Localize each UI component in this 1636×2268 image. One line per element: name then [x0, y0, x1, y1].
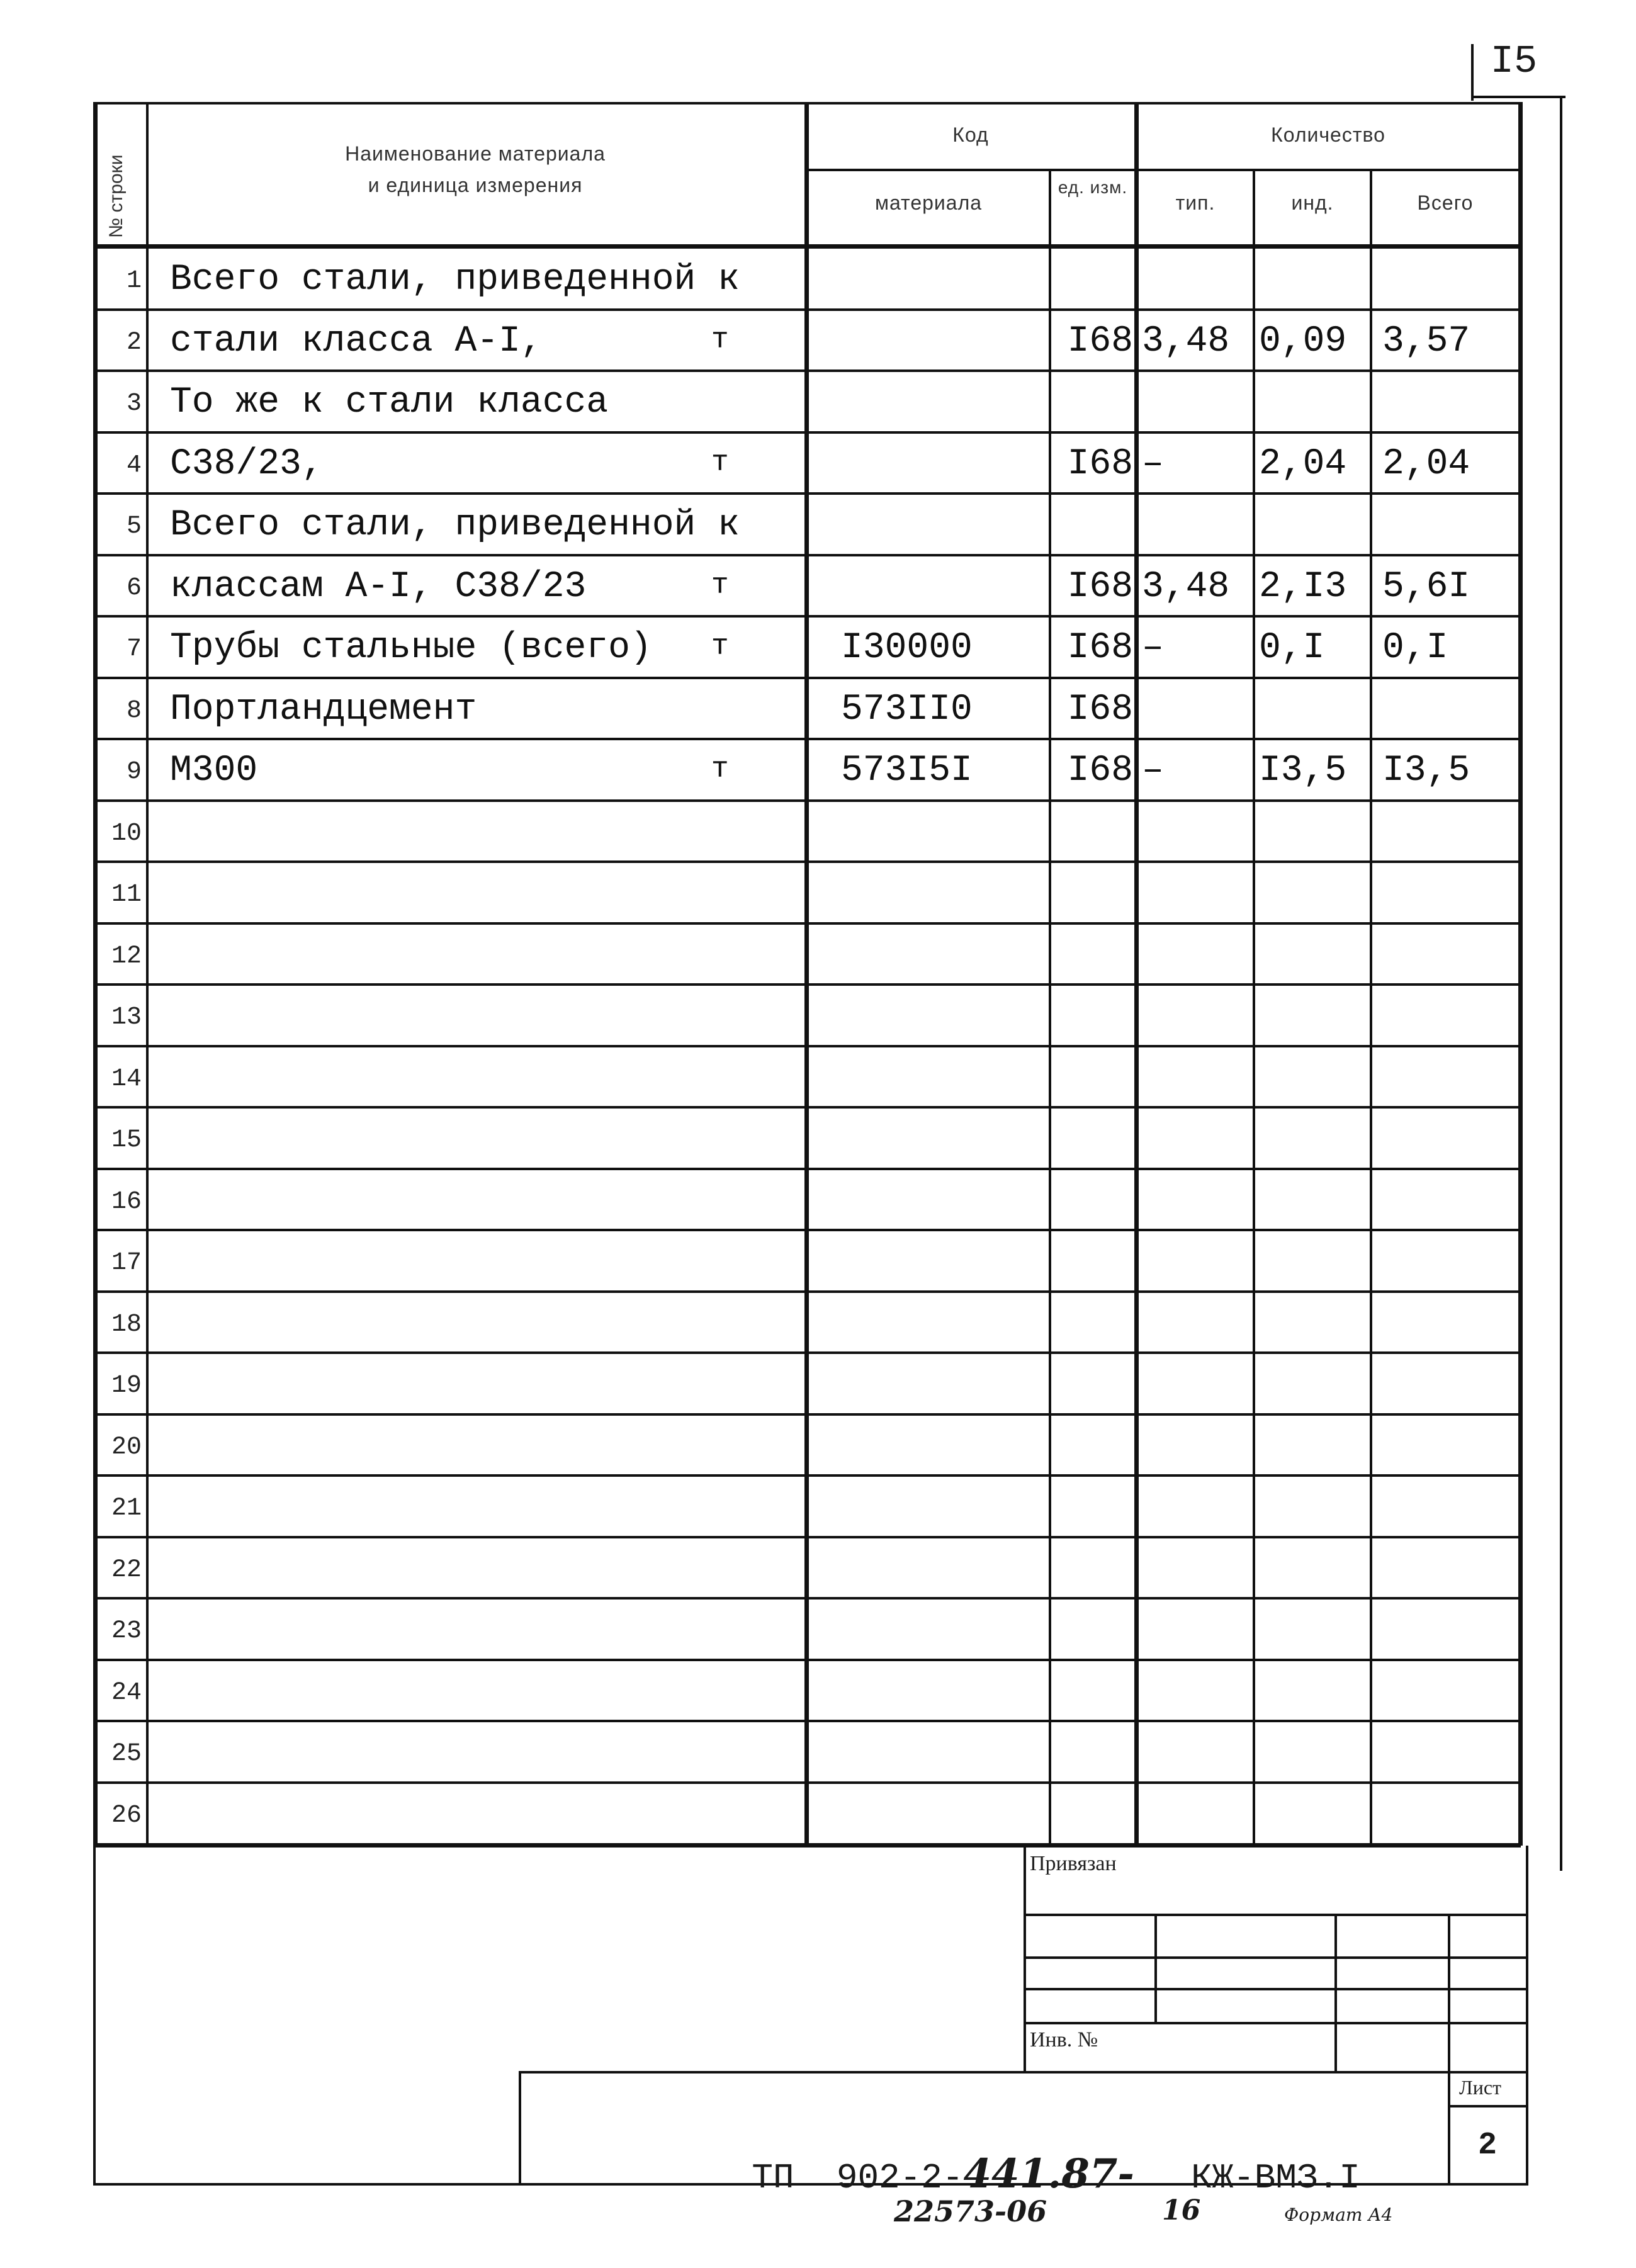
table-row [96, 1292, 1520, 1353]
row-number: 4 [126, 451, 142, 480]
row-unit: т [711, 323, 729, 356]
attached-col-2 [1334, 1914, 1337, 2071]
title-row-left [519, 2071, 521, 2186]
row-number: 23 [111, 1617, 142, 1645]
row-number: 25 [111, 1740, 142, 1768]
copy-number: 16 [1162, 2194, 1201, 2226]
page-number-divider [1471, 44, 1474, 101]
row-number: 5 [126, 512, 142, 541]
row-number: 2 [126, 328, 142, 357]
row-typ: 3,48 [1142, 566, 1230, 607]
attached-col-1 [1154, 1914, 1157, 2022]
row-number: 8 [126, 696, 142, 725]
row-name: То же к стали класса [170, 382, 609, 423]
row-number: 19 [111, 1372, 142, 1400]
table-row [96, 1783, 1520, 1844]
title-row-top [519, 2071, 1527, 2073]
row-code: 573II0 [841, 689, 973, 730]
sheet-number: 2 [1477, 2128, 1497, 2164]
header-code-material: материала [874, 191, 983, 214]
row-number: 6 [126, 573, 142, 602]
header-quantity: Количество [1271, 123, 1385, 146]
header-code: Код [952, 123, 989, 146]
row-total: 2,04 [1382, 443, 1470, 485]
attached-row-4 [1024, 2022, 1527, 2024]
row-ind: 2,04 [1259, 443, 1347, 485]
row-ed: I68 [1067, 443, 1133, 485]
table-row [96, 1475, 1520, 1537]
header-row-number: № строки [106, 154, 127, 238]
row-number: 16 [111, 1187, 142, 1216]
row-ind: I3,5 [1259, 750, 1347, 791]
row-number: 9 [126, 758, 142, 786]
designation-prefix: ТП 902-2- [752, 2158, 964, 2198]
sheet-label: Лист [1459, 2076, 1502, 2099]
header-name-line2: и единица измерения [368, 174, 583, 196]
row-name: Трубы стальные (всего) [170, 628, 652, 669]
row-number: 18 [111, 1310, 142, 1339]
table-bottom-border [93, 1843, 1521, 1848]
row-name: классам А-I, С38/23 [170, 566, 587, 607]
row-total: 3,57 [1382, 320, 1470, 362]
row-name: стали класса А-I, [170, 320, 543, 362]
row-number: 14 [111, 1064, 142, 1093]
row-number: 12 [111, 942, 142, 971]
row-number: 26 [111, 1801, 142, 1830]
row-unit: т [711, 446, 729, 479]
row-name: Всего стали, приведенной к [170, 259, 740, 300]
order-number: 22573-06 [894, 2194, 1047, 2228]
table-row [96, 923, 1520, 985]
designation-handwritten: 441.87- [963, 2150, 1134, 2197]
row-ed: I68 [1067, 566, 1133, 607]
row-number: 15 [111, 1126, 142, 1154]
row-ed: I68 [1067, 750, 1133, 791]
row-ind: 0,I [1259, 628, 1325, 669]
row-number: 24 [111, 1678, 142, 1707]
table-row [96, 1353, 1520, 1414]
row-unit: т [711, 753, 729, 786]
row-number: 7 [126, 635, 142, 663]
row-unit: т [711, 568, 729, 602]
header-qty-total: Всего [1417, 191, 1474, 214]
row-number: 10 [111, 819, 142, 848]
row-name: Портландцемент [170, 689, 477, 730]
page-number: I5 [1490, 39, 1538, 84]
inv-label: Инв. № [1030, 2028, 1098, 2051]
row-code: 573I5I [841, 750, 973, 791]
header-qty-ind: инд. [1291, 191, 1334, 214]
row-ed: I68 [1067, 320, 1133, 362]
table-row [96, 862, 1520, 923]
row-ind: 2,I3 [1259, 566, 1347, 607]
page-number-underline [1471, 96, 1565, 98]
row-number: 3 [126, 390, 142, 418]
row-number: 11 [111, 881, 142, 909]
table-row [96, 1107, 1520, 1169]
sheet-label-divider [1448, 2105, 1527, 2107]
row-unit: т [711, 630, 729, 663]
row-total: I3,5 [1382, 750, 1470, 791]
row-typ: – [1142, 750, 1164, 791]
header-qty-typ: тип. [1175, 191, 1216, 214]
table-row [96, 1230, 1520, 1292]
format-label: Формат А4 [1284, 2204, 1393, 2225]
table-row [96, 1598, 1520, 1660]
stamp-left-border [93, 1846, 96, 2186]
header-name-line1: Наименование материала [345, 142, 606, 165]
row-code: I30000 [841, 628, 973, 669]
row-name: С38/23, [170, 443, 324, 485]
row-ed: I68 [1067, 628, 1133, 669]
header-code-unit: ед. изм. [1058, 178, 1128, 197]
row-number: 13 [111, 1003, 142, 1032]
attached-row-2 [1024, 1956, 1527, 1959]
attached-row-1 [1024, 1914, 1527, 1916]
row-number: 22 [111, 1555, 142, 1584]
row-number: 1 [126, 267, 142, 295]
row-number: 20 [111, 1433, 142, 1462]
table-row [96, 1660, 1520, 1722]
row-typ: 3,48 [1142, 320, 1230, 362]
row-number: 17 [111, 1249, 142, 1277]
attached-left [1024, 1846, 1026, 2072]
table-row [96, 1721, 1520, 1783]
row-ed: I68 [1067, 689, 1133, 730]
table-row [96, 1046, 1520, 1108]
row-typ: – [1142, 628, 1164, 669]
table-row [96, 1414, 1520, 1476]
designation-suffix: КЖ-ВМЗ.I [1190, 2158, 1360, 2198]
table-row [96, 801, 1520, 862]
row-ind: 0,09 [1259, 320, 1347, 362]
row-typ: – [1142, 443, 1164, 485]
header-mid-border [804, 169, 1521, 171]
attached-label: Привязан [1030, 1852, 1117, 1875]
row-name: Всего стали, приведенной к [170, 505, 740, 546]
table-row [96, 984, 1520, 1046]
row-total: 5,6I [1382, 566, 1470, 607]
row-name: М300 [170, 750, 258, 791]
frame-right [1560, 96, 1562, 1871]
row-number: 21 [111, 1494, 142, 1523]
table-row [96, 1169, 1520, 1231]
attached-row-3 [1024, 1988, 1527, 1990]
table-row [96, 1537, 1520, 1599]
row-total: 0,I [1382, 628, 1448, 669]
